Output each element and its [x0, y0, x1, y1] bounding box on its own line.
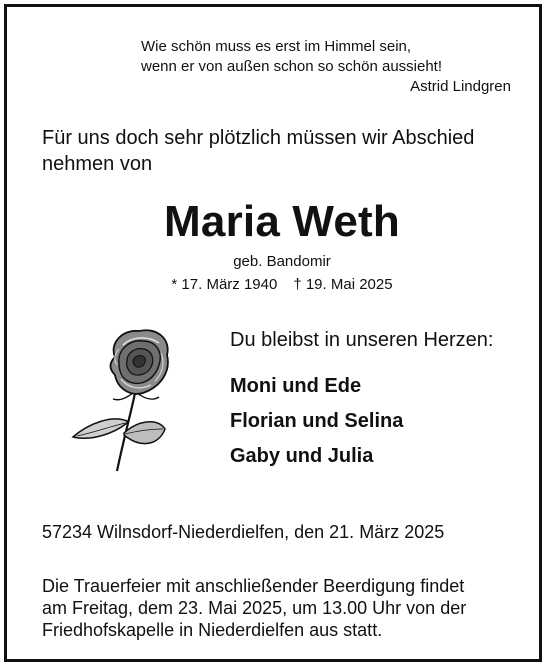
ceremony-notice — [42, 575, 532, 641]
mourner-1: Moni und Ede — [230, 375, 362, 397]
mourners-heading: Du bleibst in unseren Herzen: — [230, 329, 494, 351]
rose-icon — [67, 323, 197, 473]
ceremony-line-2: am Freitag, dem 23. Mai 2025, um 13.00 Uhr von der — [42, 598, 467, 618]
place-and-date: 57234 Wilnsdorf-Niederdielfen, den 21. März 2025 — [42, 522, 445, 542]
death-date: † 19. Mai 2025 — [293, 276, 393, 293]
ceremony-line-3: Friedhofskapelle in Niederdielfen aus statt. — [42, 620, 383, 640]
deceased-name: Maria Weth — [164, 197, 400, 246]
intro-line-2: nehmen von — [42, 153, 153, 175]
life-dates — [7, 275, 550, 295]
intro-line-1: Für uns doch sehr plötzlich müssen wir Abschied — [42, 127, 475, 149]
quote-author: Astrid Lindgren — [410, 78, 511, 95]
quote-line-2: wenn er von außen schon so schön aussieht! — [141, 58, 443, 75]
quote-line-1: Wie schön muss es erst im Himmel sein, — [141, 38, 412, 55]
ceremony-line-1: Die Trauerfeier mit anschließender Beerdigung findet — [42, 576, 465, 596]
intro-text — [42, 125, 522, 177]
obituary-frame — [4, 4, 542, 662]
quote-block — [141, 37, 511, 97]
mourner-3: Gaby und Julia — [230, 445, 374, 467]
birth-date: * 17. März 1940 — [171, 276, 278, 293]
birth-name: geb. Bandomir — [233, 253, 331, 270]
mourner-2: Florian und Selina — [230, 410, 404, 432]
